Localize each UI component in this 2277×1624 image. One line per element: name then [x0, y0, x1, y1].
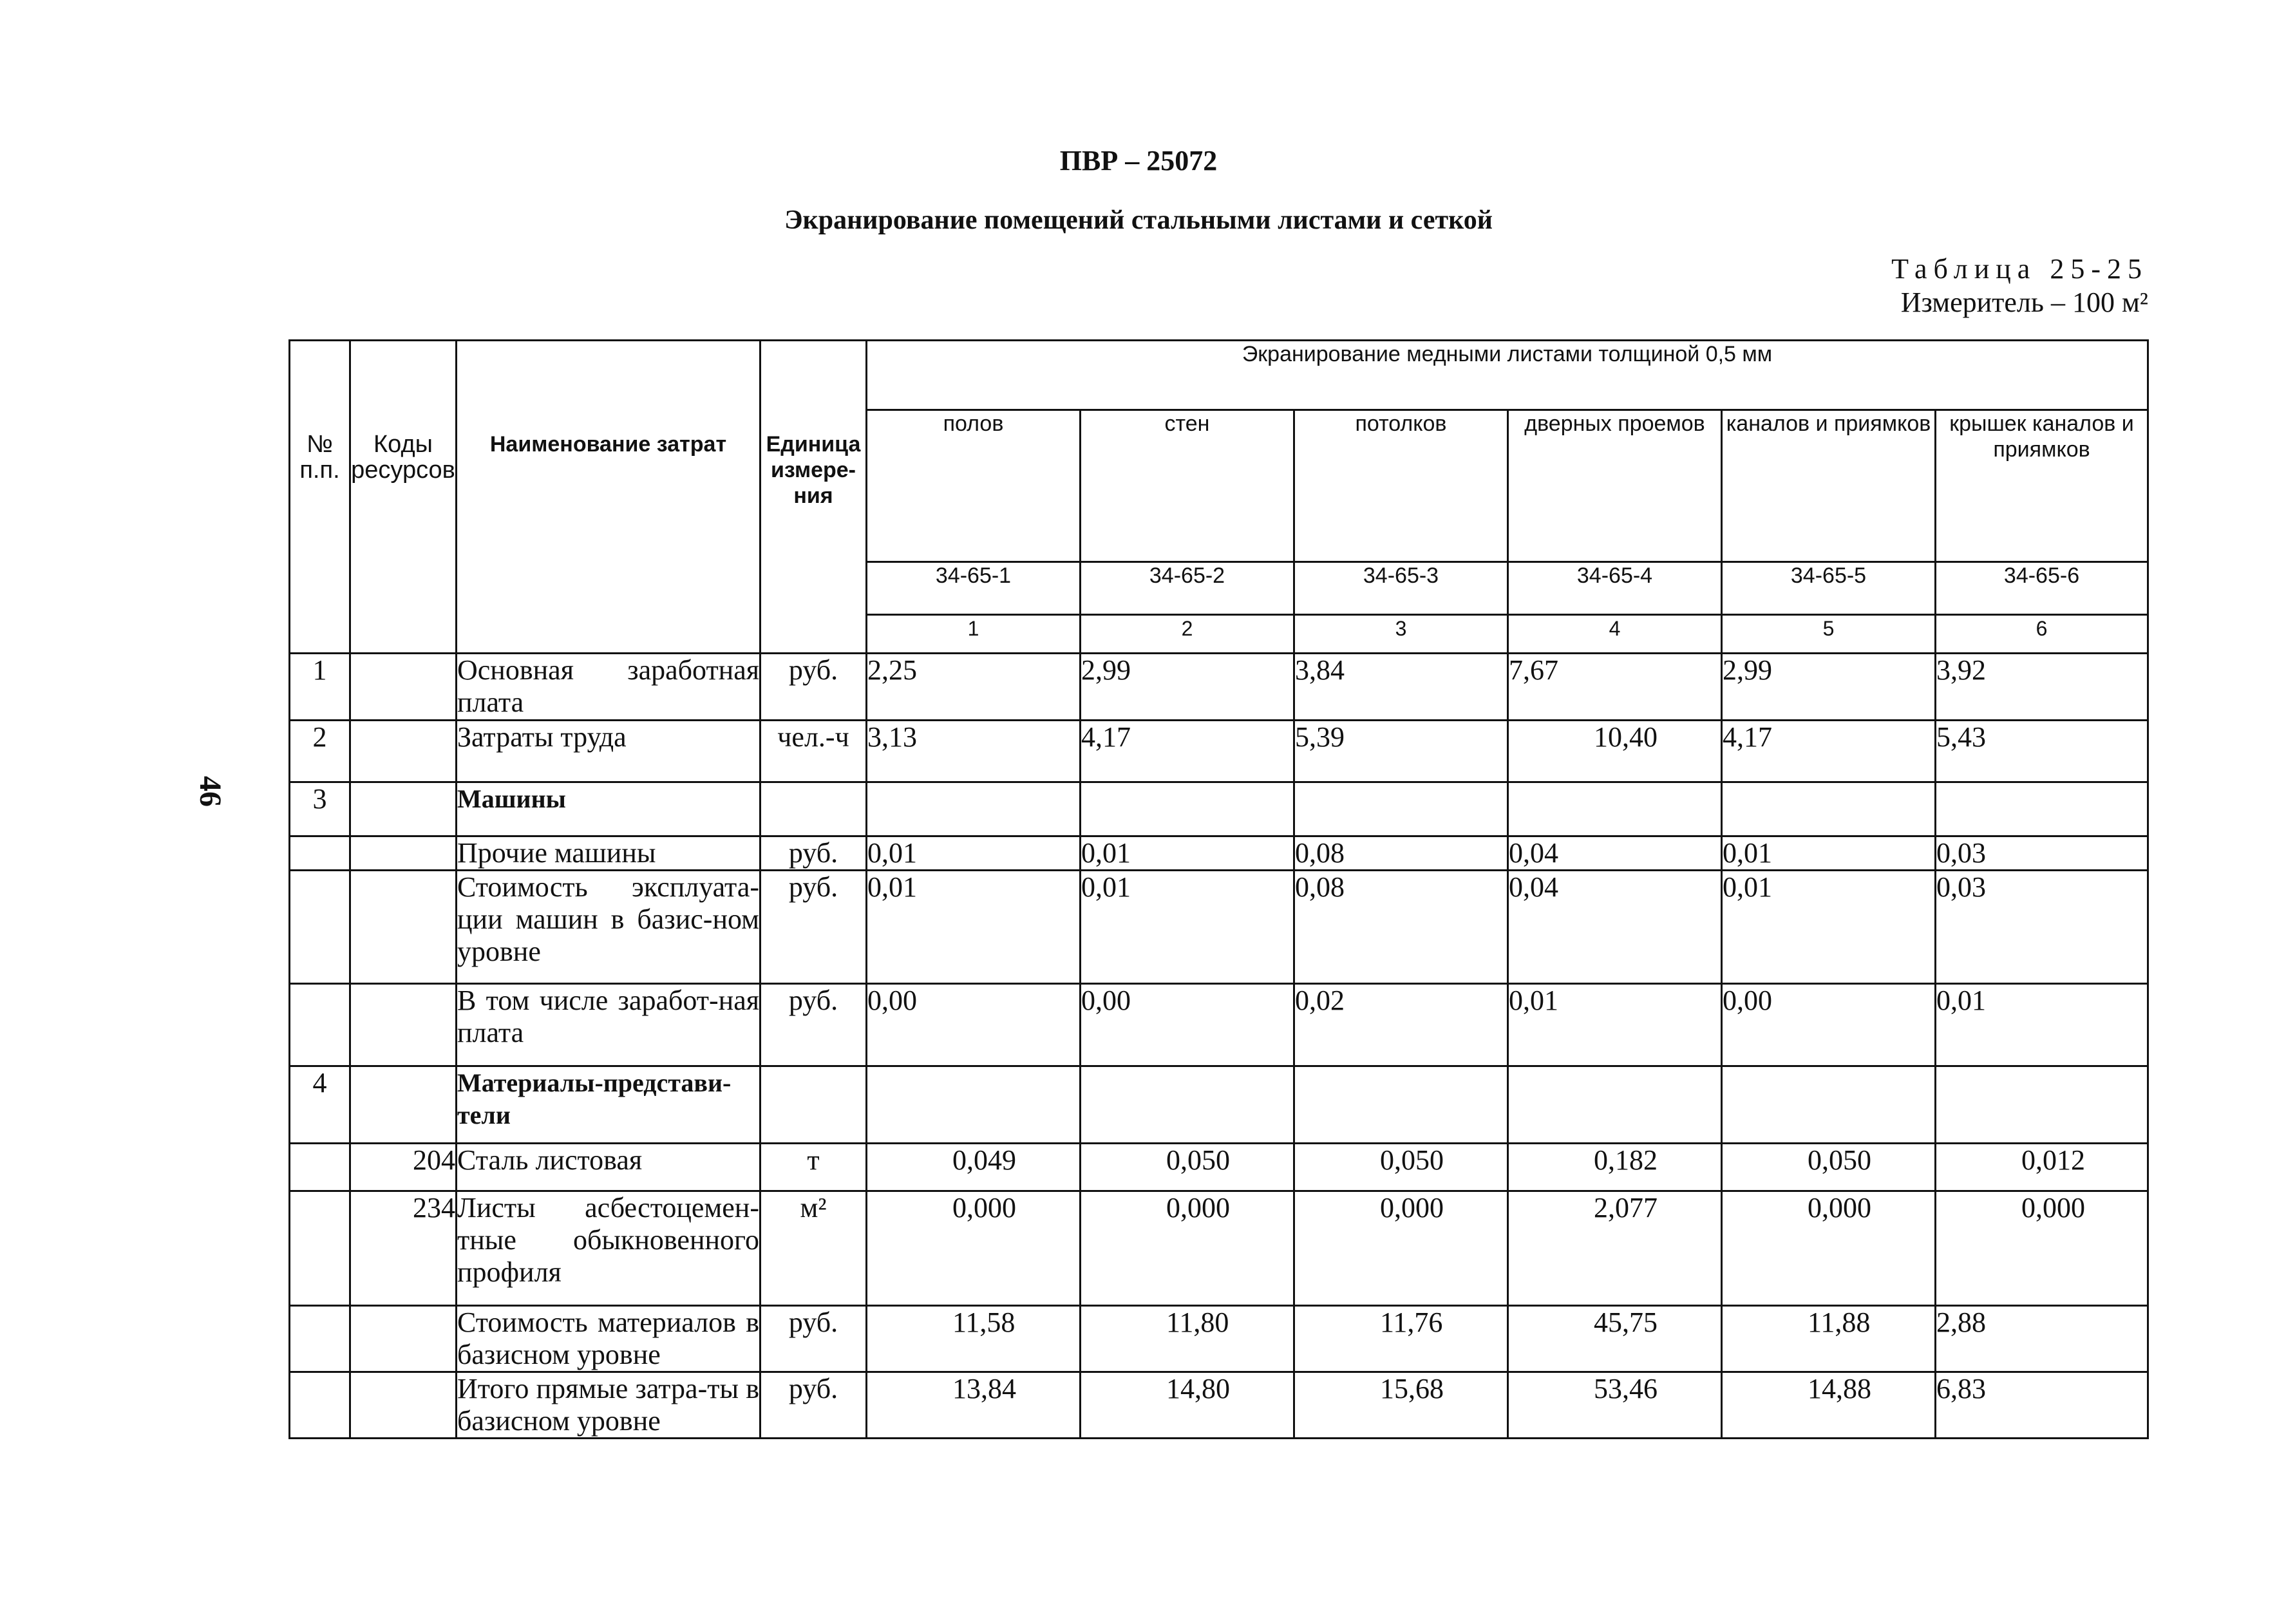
unit: [761, 1066, 867, 1144]
document-subtitle: Экранирование помещений стальными листами и сеткой: [784, 205, 1493, 235]
value-col-1: 0,000: [867, 1191, 1081, 1306]
value-col-2: 0,050: [1081, 1144, 1294, 1191]
cost-name: Сталь листовая: [457, 1144, 761, 1191]
header-col-2: стен: [1081, 410, 1294, 562]
cost-name: Итого прямые затра-ты в базисном уровне: [457, 1372, 761, 1439]
unit: м²: [761, 1191, 867, 1306]
value-col-2: 0,01: [1081, 836, 1294, 871]
row-number: 1: [290, 654, 350, 721]
header-code-1: 34-65-1: [867, 562, 1081, 615]
value-col-1: 0,01: [867, 836, 1081, 871]
header-code-3: 34-65-3: [1294, 562, 1508, 615]
row-number: [290, 836, 350, 871]
value-col-6: [1936, 1066, 2148, 1144]
value-col-5: 14,88: [1722, 1372, 1936, 1439]
value-col-2: 0,00: [1081, 984, 1294, 1066]
resource-code: [350, 984, 457, 1066]
table-row: [290, 1306, 2148, 1372]
header-col-6: крышек каналов и приямков: [1936, 410, 2148, 562]
table-row: [290, 782, 2148, 836]
resource-code: [350, 871, 457, 984]
value-col-5: 0,00: [1722, 984, 1936, 1066]
table-row: [290, 1372, 2148, 1439]
row-number: [290, 871, 350, 984]
unit: руб.: [761, 1306, 867, 1372]
table-number: Таблица 25-25: [1891, 253, 2148, 285]
cost-name: Машины: [457, 782, 761, 836]
value-col-4: 2,077: [1508, 1191, 1722, 1306]
value-col-6: 0,03: [1936, 871, 2148, 984]
resource-code: [350, 782, 457, 836]
header-name: Наименование затрат: [457, 341, 761, 654]
value-col-1: 0,00: [867, 984, 1081, 1066]
resource-code: [350, 1066, 457, 1144]
row-number: [290, 984, 350, 1066]
unit: руб.: [761, 654, 867, 721]
value-col-6: 0,000: [1936, 1191, 2148, 1306]
value-col-3: 15,68: [1294, 1372, 1508, 1439]
value-col-3: 0,02: [1294, 984, 1508, 1066]
cost-table: [288, 339, 2149, 1439]
header-unit: Единица измере-ния: [761, 341, 867, 654]
value-col-6: 3,92: [1936, 654, 2148, 721]
value-col-1: 2,25: [867, 654, 1081, 721]
table-row: [290, 654, 2148, 721]
value-col-3: 3,84: [1294, 654, 1508, 721]
cost-name: Основная заработная плата: [457, 654, 761, 721]
row-number: 3: [290, 782, 350, 836]
table-row: [290, 1144, 2148, 1191]
value-col-3: 5,39: [1294, 721, 1508, 782]
row-number: [290, 1372, 350, 1439]
value-col-6: 0,01: [1936, 984, 2148, 1066]
unit: [761, 782, 867, 836]
table-row: [290, 871, 2148, 984]
cost-name: В том числе заработ-ная плата: [457, 984, 761, 1066]
value-col-4: [1508, 782, 1722, 836]
row-number: 2: [290, 721, 350, 782]
value-col-6: 0,03: [1936, 836, 2148, 871]
row-number: [290, 1191, 350, 1306]
value-col-6: 0,012: [1936, 1144, 2148, 1191]
value-col-5: 2,99: [1722, 654, 1936, 721]
cost-name: Затраты труда: [457, 721, 761, 782]
value-col-3: [1294, 782, 1508, 836]
table-row: [290, 721, 2148, 782]
value-col-2: 0,01: [1081, 871, 1294, 984]
value-col-4: 10,40: [1508, 721, 1722, 782]
unit: руб.: [761, 871, 867, 984]
unit: т: [761, 1144, 867, 1191]
document-title: ПВР – 25072: [1059, 145, 1218, 176]
value-col-3: 0,08: [1294, 836, 1508, 871]
header-code-2: 34-65-2: [1081, 562, 1294, 615]
cost-name: Стоимость материалов в базисном уровне: [457, 1306, 761, 1372]
resource-code: 234: [350, 1191, 457, 1306]
resource-code: [350, 1372, 457, 1439]
cost-name: Листы асбестоцемен-тные обыкновенного профиля: [457, 1191, 761, 1306]
header-code-5: 34-65-5: [1722, 562, 1936, 615]
header-index-2: 2: [1081, 615, 1294, 654]
value-col-5: [1722, 782, 1936, 836]
unit: руб.: [761, 984, 867, 1066]
value-col-2: 2,99: [1081, 654, 1294, 721]
header-group: Экранирование медными листами толщиной 0,5 мм: [867, 341, 2148, 410]
row-number: [290, 1306, 350, 1372]
value-col-4: 45,75: [1508, 1306, 1722, 1372]
value-col-4: 0,01: [1508, 984, 1722, 1066]
header-col-5: каналов и приямков: [1722, 410, 1936, 562]
table-row: [290, 836, 2148, 871]
header-col-4: дверных проемов: [1508, 410, 1722, 562]
value-col-6: [1936, 782, 2148, 836]
value-col-3: 0,050: [1294, 1144, 1508, 1191]
table-row: [290, 1066, 2148, 1144]
value-col-4: 53,46: [1508, 1372, 1722, 1439]
value-col-2: 11,80: [1081, 1306, 1294, 1372]
table-row: [290, 1191, 2148, 1306]
table-row: [290, 984, 2148, 1066]
cost-name: Стоимость эксплуата-ции машин в базис-ном уровне: [457, 871, 761, 984]
header-index-5: 5: [1722, 615, 1936, 654]
resource-code: [350, 654, 457, 721]
value-col-2: 0,000: [1081, 1191, 1294, 1306]
cost-name: Прочие машины: [457, 836, 761, 871]
cost-name: Материалы-представи-тели: [457, 1066, 761, 1144]
header-col-3: потолков: [1294, 410, 1508, 562]
unit: чел.-ч: [761, 721, 867, 782]
value-col-2: 14,80: [1081, 1372, 1294, 1439]
value-col-5: 11,88: [1722, 1306, 1936, 1372]
value-col-4: [1508, 1066, 1722, 1144]
header-index-6: 6: [1936, 615, 2148, 654]
value-col-3: 11,76: [1294, 1306, 1508, 1372]
resource-code: [350, 721, 457, 782]
value-col-4: 0,182: [1508, 1144, 1722, 1191]
value-col-5: [1722, 1066, 1936, 1144]
header-index-3: 3: [1294, 615, 1508, 654]
value-col-1: [867, 1066, 1081, 1144]
resource-code: [350, 836, 457, 871]
value-col-1: 0,01: [867, 871, 1081, 984]
value-col-6: 2,88: [1936, 1306, 2148, 1372]
value-col-1: 13,84: [867, 1372, 1081, 1439]
value-col-3: 0,000: [1294, 1191, 1508, 1306]
value-col-1: 0,049: [867, 1144, 1081, 1191]
resource-code: 204: [350, 1144, 457, 1191]
value-col-6: 5,43: [1936, 721, 2148, 782]
value-col-3: [1294, 1066, 1508, 1144]
value-col-5: 0,050: [1722, 1144, 1936, 1191]
table-label-block: [1891, 252, 2148, 319]
value-col-6: 6,83: [1936, 1372, 2148, 1439]
value-col-1: [867, 782, 1081, 836]
value-col-4: 7,67: [1508, 654, 1722, 721]
header-code-6: 34-65-6: [1936, 562, 2148, 615]
row-number: [290, 1144, 350, 1191]
value-col-1: 3,13: [867, 721, 1081, 782]
value-col-1: 11,58: [867, 1306, 1081, 1372]
header-index-4: 4: [1508, 615, 1722, 654]
value-col-3: 0,08: [1294, 871, 1508, 984]
value-col-4: 0,04: [1508, 871, 1722, 984]
header-index-1: 1: [867, 615, 1081, 654]
value-col-4: 0,04: [1508, 836, 1722, 871]
header-codes: Коды ресурсов: [350, 341, 457, 654]
value-col-5: 4,17: [1722, 721, 1936, 782]
measure-unit: Измеритель – 100 м²: [1900, 287, 2148, 318]
resource-code: [350, 1306, 457, 1372]
unit: руб.: [761, 1372, 867, 1439]
value-col-2: [1081, 1066, 1294, 1144]
header-code-4: 34-65-4: [1508, 562, 1722, 615]
value-col-5: 0,000: [1722, 1191, 1936, 1306]
value-col-2: [1081, 782, 1294, 836]
header-col-1: полов: [867, 410, 1081, 562]
row-number: 4: [290, 1066, 350, 1144]
page-number: 46: [193, 776, 227, 807]
value-col-5: 0,01: [1722, 871, 1936, 984]
value-col-2: 4,17: [1081, 721, 1294, 782]
header-no: № п.п.: [290, 341, 350, 654]
value-col-5: 0,01: [1722, 836, 1936, 871]
unit: руб.: [761, 836, 867, 871]
